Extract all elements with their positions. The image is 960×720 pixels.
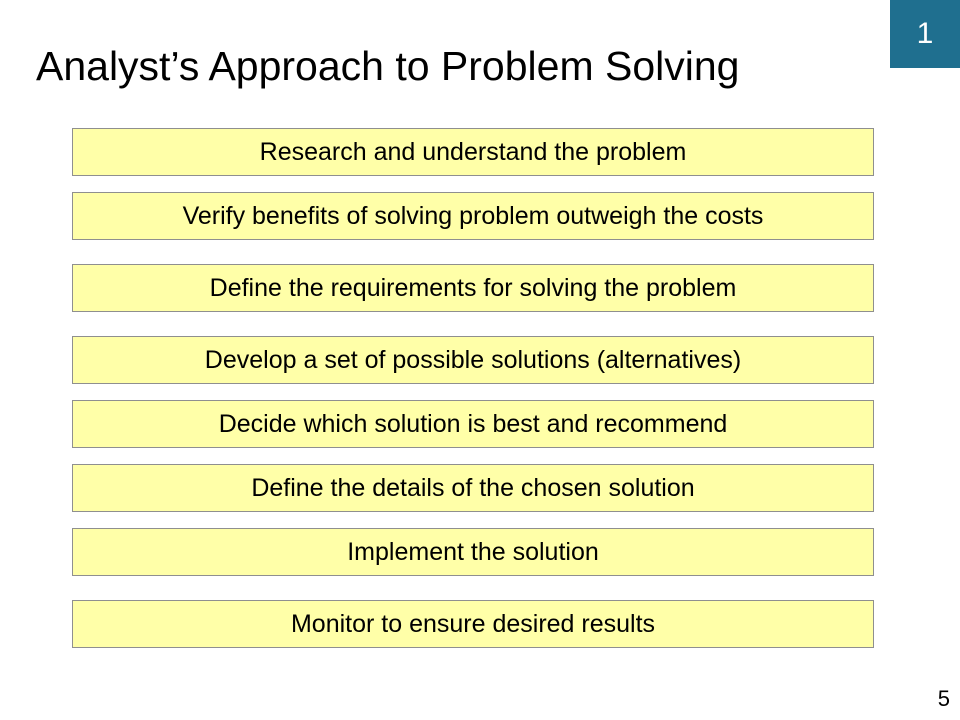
step-box-1: Research and understand the problem [72, 128, 874, 176]
step-box-2: Verify benefits of solving problem outweigh the costs [72, 192, 874, 240]
chapter-badge: 1 [890, 0, 960, 68]
step-box-7: Implement the solution [72, 528, 874, 576]
step-box-4: Develop a set of possible solutions (alternatives) [72, 336, 874, 384]
step-box-3: Define the requirements for solving the problem [72, 264, 874, 312]
page-number: 5 [937, 686, 950, 711]
step-box-8: Monitor to ensure desired results [72, 600, 874, 648]
step-box-6: Define the details of the chosen solution [72, 464, 874, 512]
slide-title: Analyst’s Approach to Problem Solving [36, 43, 740, 89]
step-box-5: Decide which solution is best and recommend [72, 400, 874, 448]
